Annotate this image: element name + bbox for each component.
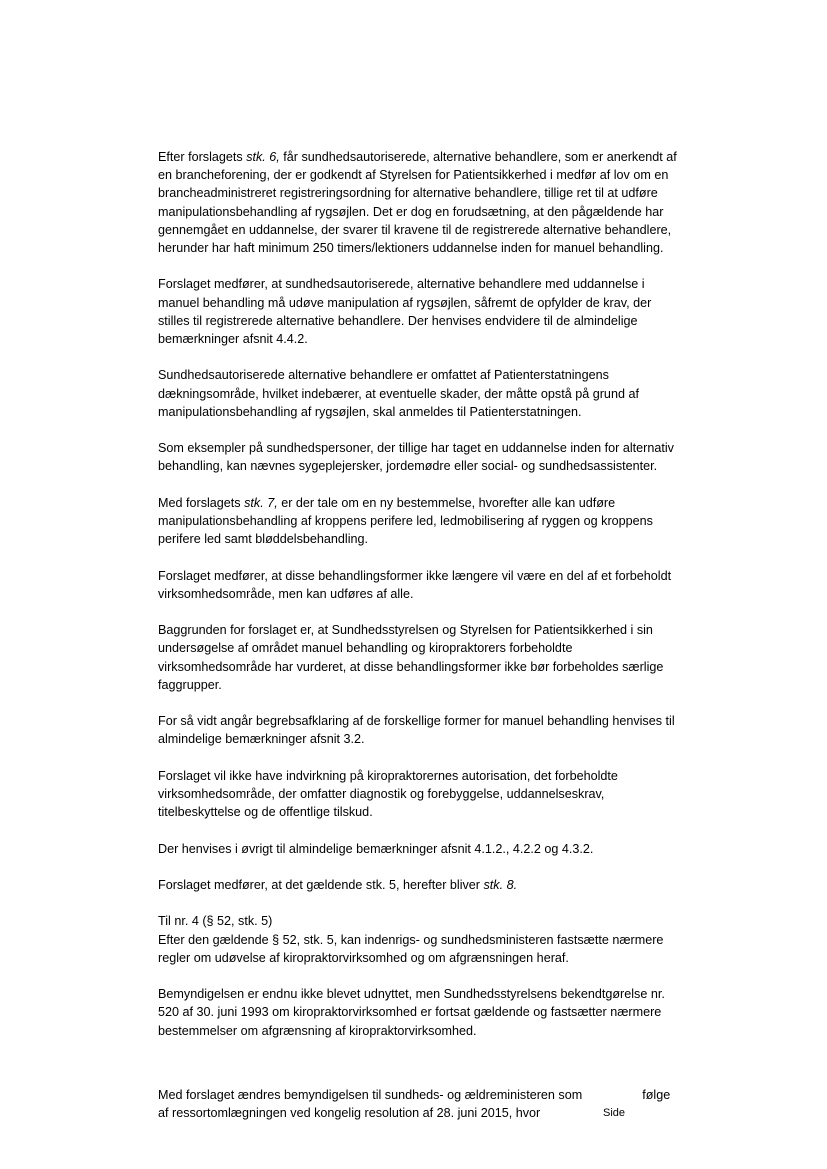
- paragraph: Bemyndigelsen er endnu ikke blevet udnyttet, men Sundhedsstyrelsens bekendtgørelse nr. 520 af 30. juni 1993 om kiropraktorvirksomhed er fortsat gældende og fastsætter nærmere bestemmelser om afgrænsning af kiropraktorvirksomhed.: [158, 987, 665, 1038]
- document-body: [158, 148, 678, 1058]
- paragraph: Forslaget medfører, at sundhedsautoriserede, alternative behandlere med uddannelse i manuel behandling må udøve manipulation af rygsøjlen, såfremt de opfylder de krav, der stilles til registrerede alternative behandlere. Der henvises endvidere til de almindelige bemærkninger afsnit 4.4.2.: [158, 277, 652, 347]
- paragraph: Forslaget medfører, at disse behandlingsformer ikke længere vil være en del af et forbeholdt virksomhedsområde, men kan udføres af alle.: [158, 568, 672, 601]
- final-line-2: af ressortomlægningen ved kongelig resolution af 28. juni 2015, hvor: [158, 1106, 541, 1121]
- final-line-1: Med forslaget ændres bemyndigelsen til sundheds- og ældreministeren som følge: [158, 1088, 671, 1102]
- paragraph: Forslaget vil ikke have indvirkning på kiropraktorernes autorisation, det forbeholdte virksomhedsområde, der omfatter diagnostik og forebyggelse, uddannelseskrav, titelbeskyttelse og de offentlige tilskud.: [158, 768, 618, 820]
- paragraph: Efter den gældende § 52, stk. 5, kan indenrigs- og sundhedsministeren fastsætte nærmere regler om udøvelse af kiropraktorvirksomhed og om afgrænsningen heraf.: [158, 932, 664, 965]
- paragraph: Som eksempler på sundhedspersoner, der tillige har taget en uddannelse inden for alternativ behandling, kan nævnes sygeplejersker, jordemødre eller social- og sundhedsassistenter.: [158, 441, 674, 474]
- page-side-label: Side: [603, 1107, 626, 1119]
- final-paragraph: [158, 1086, 678, 1122]
- section-heading: Til nr. 4 (§ 52, stk. 5): [158, 914, 273, 929]
- paragraph: Sundhedsautoriserede alternative behandlere er omfattet af Patienterstatningens dækningsområde, hvilket indebærer, at eventuelle skader, der måtte opstå på grund af manipulationsbehandling af rygsøjlen, skal anmeldes til Patienterstatningen.: [158, 368, 639, 419]
- paragraph: Baggrunden for forslaget er, at Sundhedsstyrelsen og Styrelsen for Patientsikkerhed i sin undersøgelse af området manuel behandling og kiropraktorers forbeholdte virksomhedsområde har vurderet, at disse behandlingsformer ikke bør forbeholdes særlige faggrupper.: [158, 623, 664, 692]
- paragraph: Der henvises i øvrigt til almindelige bemærkninger afsnit 4.1.2., 4.2.2 og 4.3.2.: [158, 841, 594, 856]
- paragraph: Efter forslagets stk. 6, får sundhedsautoriserede, alternative behandlere, som er anerkendt af en brancheforening, der er godkendt af Styrelsen for Patientsikkerhed i medfør af lov om en brancheadministreret registreringsordning for alternative behandlere, tillige ret til at udføre manipulationsbehandling af rygsøjlen. Det er dog en forudsætning, at den pågældende har gennemgået en uddannelse, der svarer til kravene til de registrerede alternative behandlere, herunder har haft minimum 250 timers/lektioners uddannelse inden for manuel behandling.: [158, 150, 677, 256]
- paragraph: Forslaget medfører, at det gældende stk. 5, herefter bliver stk. 8.: [158, 877, 518, 892]
- paragraph: For så vidt angår begrebsafklaring af de forskellige former for manuel behandling henvises til almindelige bemærkninger afsnit 3.2.: [158, 714, 675, 747]
- paragraph: Med forslagets stk. 7, er der tale om en ny bestemmelse, hvorefter alle kan udføre manipulationsbehandling af kroppens perifere led, ledmobilisering af ryggen og kroppens perifere led samt bløddelsbehandling.: [158, 495, 653, 547]
